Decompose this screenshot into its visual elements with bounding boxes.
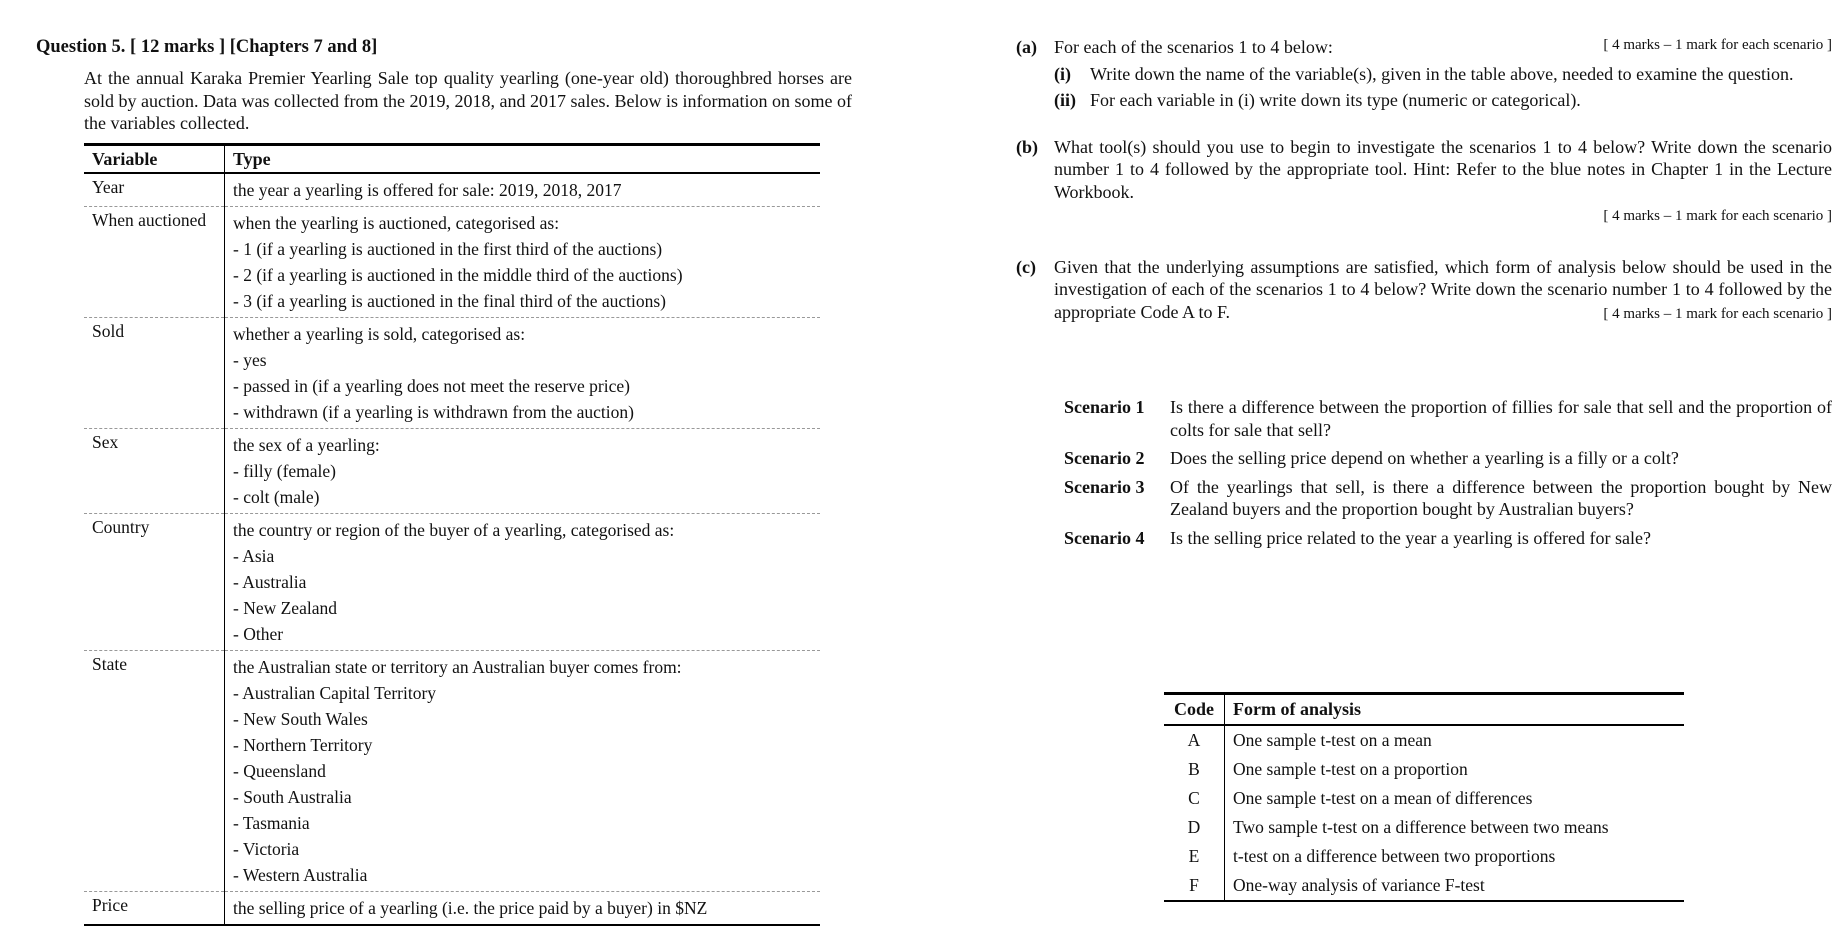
part-b-label: (b) — [1016, 136, 1038, 157]
variable-type-line: the country or region of the buyer of a yearling, categorised as: — [233, 520, 675, 541]
variable-type — [225, 514, 821, 651]
variable-name: Sold — [84, 318, 225, 429]
variable-type-line: whether a yearling is sold, categorised as: — [233, 324, 526, 345]
variable-type-line: - Other — [233, 624, 284, 645]
variables-header-variable: Variable — [84, 144, 225, 173]
variable-type-line: - Victoria — [233, 839, 300, 860]
variable-type — [225, 173, 821, 207]
variable-type-line: the sex of a yearling: — [233, 435, 380, 456]
analysis-name: Two sample t-test on a difference between two means — [1233, 816, 1609, 837]
scenario-text: Does the selling price depend on whether a yearling is a filly or a colt? — [1170, 448, 1679, 468]
scenario-text: Is there a difference between the proportion of fillies for sale that sell and the proportion of colts for sale that sell? — [1170, 397, 1832, 440]
variable-name: When auctioned — [84, 207, 225, 318]
variable-type-line: - Australian Capital Territory — [233, 683, 437, 704]
part-a-i — [1054, 63, 1832, 86]
variable-type — [225, 651, 821, 892]
code-letter: A — [1164, 725, 1225, 755]
part-a-i-label: (i) — [1054, 63, 1071, 84]
variable-type-line: - Queensland — [233, 761, 326, 782]
variable-type-line: - Western Australia — [233, 865, 368, 886]
variable-type-line: - Tasmania — [233, 813, 310, 834]
variable-type-line: - Northern Territory — [233, 735, 373, 756]
variables-header-type: Type — [225, 144, 821, 173]
variables-row — [84, 892, 820, 926]
code-letter: B — [1164, 755, 1225, 784]
scenario-1 — [1064, 396, 1832, 441]
codes-row — [1164, 871, 1684, 901]
code-letter: F — [1164, 871, 1225, 901]
variable-type-line: - colt (male) — [233, 487, 320, 508]
question-title: Question 5. [ 12 marks ] [Chapters 7 and 8] — [36, 37, 378, 57]
variable-name: Year — [84, 173, 225, 207]
variable-type-line: the selling price of a yearling (i.e. the price paid by a buyer) in $NZ — [233, 898, 708, 919]
codes-header-code: Code — [1164, 694, 1225, 725]
variable-type-line: - Australia — [233, 572, 307, 593]
codes-table — [1164, 692, 1684, 902]
codes-row — [1164, 842, 1684, 871]
part-a-ii-text: For each variable in (i) write down its type (numeric or categorical). — [1090, 90, 1581, 110]
question-intro: At the annual Karaka Premier Yearling Sale top quality yearling (one-year old) thoroughbred horses are sold by auction. Data was collected from the 2019, 2018, and 2017 sales. Below is information on some of the variables collected. — [84, 68, 852, 134]
variables-table — [84, 143, 820, 927]
variable-type-line: - New Zealand — [233, 598, 337, 619]
variables-row — [84, 429, 820, 514]
right-column — [1016, 36, 1832, 895]
part-c — [1016, 256, 1832, 324]
scenario-label: Scenario 2 — [1064, 448, 1145, 468]
variable-type — [225, 207, 821, 318]
variable-type — [225, 318, 821, 429]
part-a-text: For each of the scenarios 1 to 4 below: — [1054, 37, 1333, 57]
variable-name: Country — [84, 514, 225, 651]
analysis-name: One sample t-test on a proportion — [1233, 758, 1468, 779]
variable-type-line: - 3 (if a yearling is auctioned in the final third of the auctions) — [233, 291, 666, 312]
scenarios-list — [1016, 396, 1832, 549]
codes-row — [1164, 725, 1684, 755]
scenario-text: Is the selling price related to the year a yearling is offered for sale? — [1170, 527, 1651, 548]
variable-type-line: the Australian state or territory an Australian buyer comes from: — [233, 657, 682, 678]
analysis-name: One sample t-test on a mean of differences — [1233, 787, 1533, 808]
code-letter: C — [1164, 784, 1225, 813]
variables-row — [84, 318, 820, 429]
variable-type-line: the year a yearling is offered for sale: 2019, 2018, 2017 — [233, 180, 622, 201]
part-b-marks: [ 4 marks – 1 mark for each scenario ] — [1603, 208, 1832, 224]
codes-header-analysis: Form of analysis — [1225, 694, 1685, 725]
scenario-2 — [1064, 447, 1832, 470]
variable-type-line: - passed in (if a yearling does not meet the reserve price) — [233, 376, 630, 397]
part-a-ii-label: (ii) — [1054, 90, 1076, 110]
variable-type-line: - 1 (if a yearling is auctioned in the first third of the auctions) — [233, 239, 663, 260]
variables-row — [84, 173, 820, 207]
scenario-text: Of the yearlings that sell, is there a difference between the proportion bought by New Zealand buyers and the proportion bought by Australian buyers? — [1170, 476, 1832, 519]
part-c-text: Given that the underlying assumptions are satisfied, which form of analysis below should be used in the investigation of each of the scenarios 1 to 4 below? Write down the scenario number 1 to 4 followed by the appropriate Code A to F. — [1054, 256, 1832, 322]
variable-type-line: - yes — [233, 350, 267, 371]
variable-type — [225, 892, 821, 926]
part-a-marks: [ 4 marks – 1 mark for each scenario ] — [1603, 37, 1832, 53]
part-b-text: What tool(s) should you use to begin to investigate the scenarios 1 to 4 below? Write down the scenario number 1 to 4 followed by the appropriate tool. Hint: Refer to the blue notes in Chapter 1 in the Lecture Workbook. — [1054, 136, 1832, 202]
code-letter: D — [1164, 813, 1225, 842]
part-a-label: (a) — [1016, 37, 1037, 57]
variable-name: Sex — [84, 429, 225, 514]
scenario-label: Scenario 3 — [1064, 476, 1145, 497]
analysis-name: One sample t-test on a mean — [1233, 729, 1432, 750]
variable-type-line: when the yearling is auctioned, categorised as: — [233, 213, 560, 234]
scenario-label: Scenario 4 — [1064, 527, 1145, 548]
variable-name: Price — [84, 892, 225, 926]
part-a — [1016, 36, 1832, 112]
part-c-label: (c) — [1016, 256, 1036, 277]
left-column — [36, 36, 852, 926]
part-c-marks: [ 4 marks – 1 mark for each scenario ] — [1603, 306, 1832, 323]
codes-row — [1164, 813, 1684, 842]
variables-row — [84, 514, 820, 651]
part-b — [1016, 136, 1832, 226]
analysis-name: t-test on a difference between two proportions — [1233, 845, 1556, 866]
variables-row — [84, 207, 820, 318]
variables-row — [84, 651, 820, 892]
part-a-i-text: Write down the name of the variable(s), given in the table above, needed to examine the question. — [1090, 63, 1794, 84]
scenario-4 — [1064, 527, 1832, 550]
variable-type-line: - Asia — [233, 546, 275, 567]
code-letter: E — [1164, 842, 1225, 871]
variable-type — [225, 429, 821, 514]
scenario-3 — [1064, 476, 1832, 521]
analysis-name: One-way analysis of variance F-test — [1225, 871, 1685, 901]
codes-row — [1164, 784, 1684, 813]
variable-type-line: - 2 (if a yearling is auctioned in the middle third of the auctions) — [233, 265, 683, 286]
variable-type-line: - South Australia — [233, 787, 352, 808]
variable-type-line: - New South Wales — [233, 709, 368, 730]
variable-type-line: - filly (female) — [233, 461, 337, 482]
codes-row — [1164, 755, 1684, 784]
variable-type-line: - withdrawn (if a yearling is withdrawn from the auction) — [233, 402, 634, 423]
scenario-label: Scenario 1 — [1064, 397, 1145, 417]
part-a-ii — [1054, 89, 1832, 112]
variable-name: State — [84, 651, 225, 892]
